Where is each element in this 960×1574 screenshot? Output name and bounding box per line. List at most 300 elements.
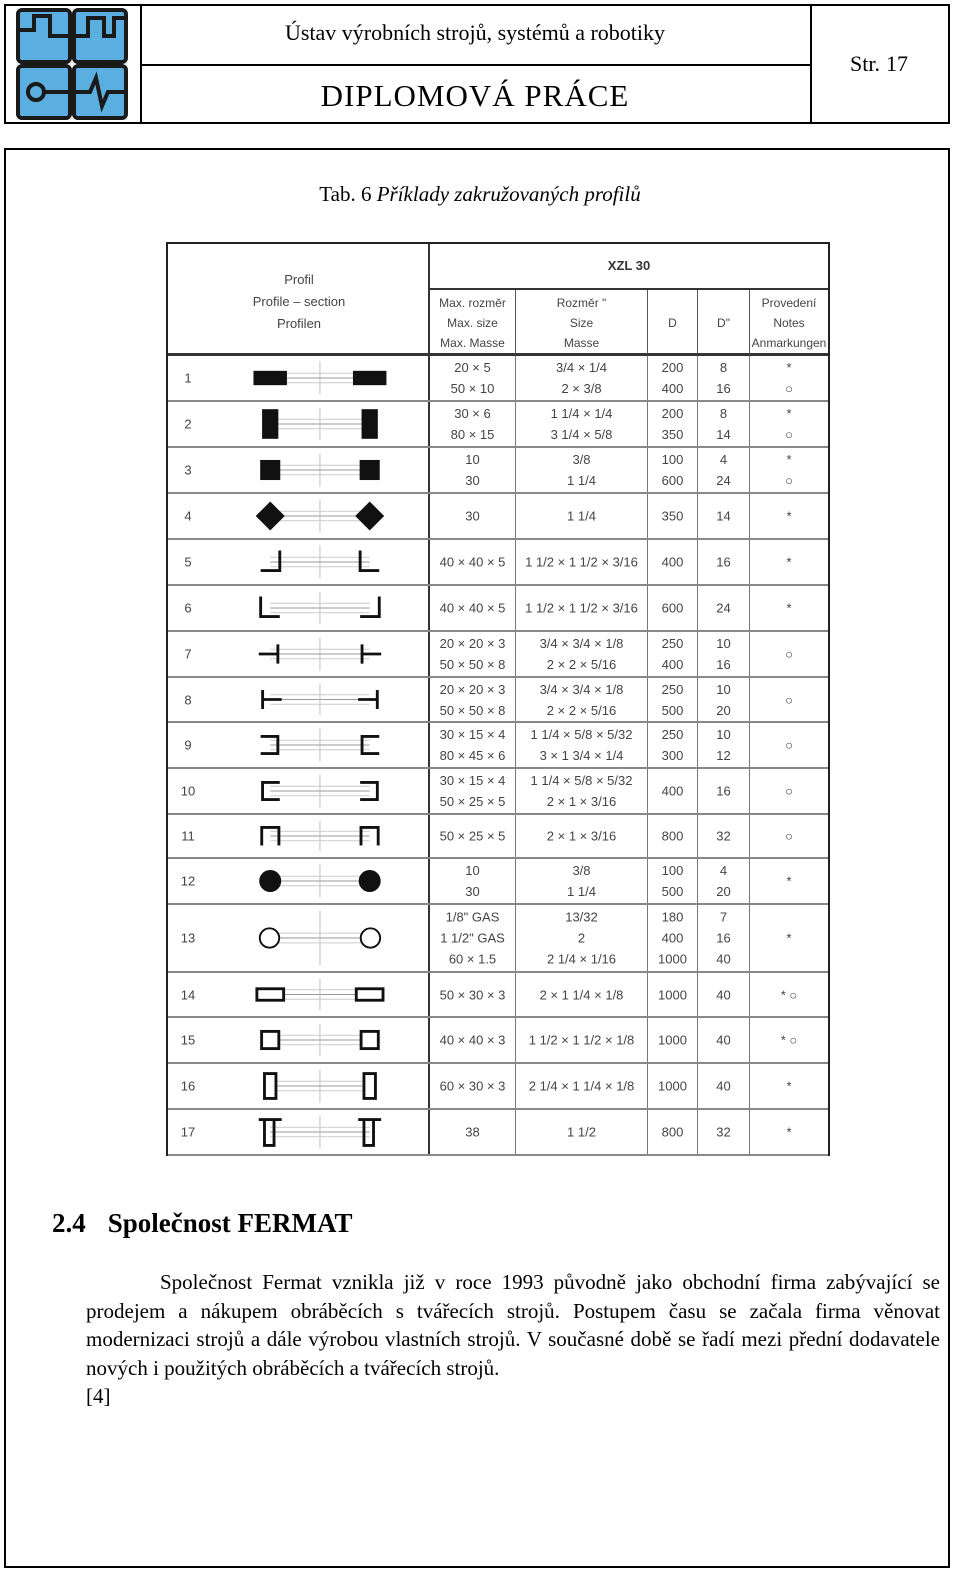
logo-graphic xyxy=(6,6,140,122)
d-value: 400 xyxy=(661,930,684,946)
max-size-cell xyxy=(430,448,516,492)
d-value: 300 xyxy=(661,748,684,763)
d-star-cell xyxy=(698,678,750,721)
size-cell xyxy=(516,859,648,903)
max-size-value: 80 × 15 xyxy=(450,427,495,442)
d-cell xyxy=(648,905,698,971)
table-row xyxy=(168,859,828,905)
notes-value: * xyxy=(786,1124,792,1140)
size-cell xyxy=(516,769,648,813)
profile-header-en: Profile – section xyxy=(252,294,346,309)
machine-group-header: XZL 30 xyxy=(430,244,828,290)
profile-drawing xyxy=(208,1110,430,1154)
max-size-header-cz: Max. rozměr xyxy=(439,296,506,310)
d-value: 500 xyxy=(661,884,684,899)
d-value: 200 xyxy=(661,360,684,375)
row-number: 1 xyxy=(184,370,192,386)
row-number: 7 xyxy=(184,646,192,662)
max-size-header-de: Max. Masse xyxy=(440,336,505,350)
tee-out-profile-icon xyxy=(358,690,377,709)
institute-name: Ústav výrobních strojů, systémů a robotiky xyxy=(284,20,666,45)
size-header-en: Size xyxy=(569,316,594,330)
notes-value: * xyxy=(786,406,792,421)
notes-value: * xyxy=(786,600,792,616)
size-cell xyxy=(516,973,648,1016)
max-size-value: 38 xyxy=(465,1124,480,1140)
notes-value: * xyxy=(786,452,792,467)
notes-value: ○ xyxy=(785,737,793,753)
angle-out-profile-icon xyxy=(360,597,379,617)
row-number: 17 xyxy=(180,1124,196,1140)
table-row xyxy=(168,632,828,678)
profile-drawing xyxy=(208,723,430,767)
max-size-cell xyxy=(430,973,516,1016)
d-cell xyxy=(648,632,698,676)
max-size-cell xyxy=(430,540,516,584)
profile-shape-cell xyxy=(208,815,430,857)
d-star-cell xyxy=(698,815,750,857)
rect-tube-edge-profile-icon xyxy=(364,1074,375,1099)
d-star-cell xyxy=(698,859,750,903)
d-value: 100 xyxy=(661,863,684,878)
max-size-cell xyxy=(430,1064,516,1108)
flat-bar-profile-icon xyxy=(255,372,286,383)
row-number: 13 xyxy=(180,930,196,946)
profile-shape-cell xyxy=(208,973,430,1016)
size-value: 2 xyxy=(577,930,586,946)
flat-bar-edge-profile-icon xyxy=(264,411,277,438)
d-value: 350 xyxy=(661,427,684,442)
row-number: 15 xyxy=(180,1032,196,1048)
flat-bar-edge-profile-icon xyxy=(363,411,376,438)
row-number-cell xyxy=(168,815,208,857)
notes-value: ○ xyxy=(785,473,793,488)
size-value: 3/4 × 3/4 × 1/8 xyxy=(539,681,624,697)
row-number-cell xyxy=(168,356,208,400)
d-star-value: 40 xyxy=(716,1032,731,1048)
reference: [4] xyxy=(86,1384,111,1408)
notes-cell xyxy=(750,632,828,676)
d-value: 1000 xyxy=(658,951,687,967)
size-value: 3/4 × 3/4 × 1/8 xyxy=(539,636,624,651)
size-value: 3/8 xyxy=(572,863,591,878)
d-star-cell xyxy=(698,1018,750,1062)
row-number-cell xyxy=(168,494,208,538)
max-size-value: 30 × 15 × 4 xyxy=(439,773,506,788)
d-star-cell xyxy=(698,632,750,676)
size-value: 3 1/4 × 5/8 xyxy=(550,427,613,442)
size-value: 13/32 xyxy=(565,909,598,925)
notes-header-en: Notes xyxy=(773,316,805,330)
max-size-value: 80 × 45 × 6 xyxy=(439,748,506,763)
max-size-value: 20 × 20 × 3 xyxy=(439,636,506,651)
d-cell xyxy=(648,723,698,767)
size-value: 2 × 1 × 3/16 xyxy=(546,794,617,809)
profile-drawing xyxy=(208,448,430,492)
size-value: 2 × 3/8 xyxy=(561,381,602,396)
d-star-value: 12 xyxy=(716,748,731,763)
row-number-cell xyxy=(168,678,208,721)
d-value: 350 xyxy=(661,508,684,524)
d-star-value: 24 xyxy=(716,473,731,488)
rect-tube-edge-profile-icon xyxy=(264,1074,275,1099)
square-tube-profile-icon xyxy=(262,1031,279,1048)
size-cell xyxy=(516,402,648,446)
channel-down-profile-icon xyxy=(361,827,378,845)
notes-cell xyxy=(750,769,828,813)
d-star-value: 7 xyxy=(719,909,728,925)
max-size-value: 30 xyxy=(465,473,480,488)
angle-in-profile-icon xyxy=(360,551,379,571)
size-value: 2 × 2 × 5/16 xyxy=(546,657,617,672)
size-cell xyxy=(516,448,648,492)
d-value: 800 xyxy=(661,1124,684,1140)
round-bar-profile-icon xyxy=(261,871,280,890)
profile-drawing xyxy=(208,973,430,1016)
row-number: 9 xyxy=(184,737,192,753)
section-title: Společnost FERMAT xyxy=(107,1208,353,1238)
d-value: 1000 xyxy=(658,1032,687,1048)
notes-value: * ○ xyxy=(780,1032,798,1048)
row-number-cell xyxy=(168,859,208,903)
square-bar-profile-icon xyxy=(361,461,378,478)
d-star-cell xyxy=(698,905,750,971)
notes-value: * xyxy=(786,360,792,375)
profile-drawing xyxy=(208,632,430,676)
row-number: 10 xyxy=(180,783,196,799)
notes-cell xyxy=(750,859,828,903)
d-star-cell xyxy=(698,769,750,813)
tube-profile-icon xyxy=(260,928,279,947)
profile-header-cz: Profil xyxy=(284,272,314,287)
size-cell xyxy=(516,723,648,767)
flat-bar-profile-icon xyxy=(354,372,385,383)
max-size-value: 20 × 5 xyxy=(454,360,491,375)
notes-value: ○ xyxy=(785,783,793,799)
d-value: 400 xyxy=(661,554,684,570)
row-number-cell xyxy=(168,905,208,971)
profile-shape-cell xyxy=(208,540,430,584)
max-size-value: 30 xyxy=(465,508,480,524)
profile-shape-cell xyxy=(208,678,430,721)
max-size-value: 60 × 30 × 3 xyxy=(439,1078,506,1094)
d-star-cell xyxy=(698,356,750,400)
notes-cell xyxy=(750,905,828,971)
d-star-cell xyxy=(698,586,750,630)
max-size-value: 50 × 25 × 5 xyxy=(439,794,506,809)
table-row xyxy=(168,973,828,1018)
notes-cell xyxy=(750,448,828,492)
row-number: 2 xyxy=(184,416,192,432)
d-cell xyxy=(648,1110,698,1154)
size-value: 2 × 1 × 3/16 xyxy=(546,828,617,844)
d-cell xyxy=(648,769,698,813)
angle-out-profile-icon xyxy=(261,597,280,617)
max-size-cell xyxy=(430,905,516,971)
profile-shape-cell xyxy=(208,1018,430,1062)
d-star-value: 16 xyxy=(716,554,731,570)
notes-cell xyxy=(750,678,828,721)
max-size-cell xyxy=(430,1018,516,1062)
d-star-value: 20 xyxy=(716,702,731,718)
size-cell xyxy=(516,356,648,400)
notes-value: * ○ xyxy=(780,987,798,1002)
size-value: 1 1/4 × 5/8 × 5/32 xyxy=(530,727,633,742)
profile-header-de: Profilen xyxy=(276,316,322,331)
d-star-value: 14 xyxy=(716,427,731,442)
i-beam-profile-icon xyxy=(358,1120,381,1146)
d-star-value: 16 xyxy=(716,657,731,672)
page-number: 17 xyxy=(885,51,908,76)
max-size-cell xyxy=(430,494,516,538)
profile-drawing xyxy=(208,769,430,813)
page-header xyxy=(4,4,950,124)
size-cell xyxy=(516,1018,648,1062)
size-value: 2 1/4 × 1 1/4 × 1/8 xyxy=(528,1078,635,1094)
institute-logo xyxy=(6,6,142,122)
d-cell xyxy=(648,1018,698,1062)
d-value: 100 xyxy=(661,452,684,467)
tee-out-profile-icon xyxy=(263,690,282,709)
header-center xyxy=(140,6,812,122)
row-number-cell xyxy=(168,540,208,584)
d-cell xyxy=(648,859,698,903)
d-cell xyxy=(648,678,698,721)
notes-cell xyxy=(750,356,828,400)
max-size-cell xyxy=(430,586,516,630)
notes-cell xyxy=(750,815,828,857)
max-size-cell xyxy=(430,678,516,721)
d-star-value: 16 xyxy=(716,783,731,799)
table-row xyxy=(168,769,828,815)
profile-shape-cell xyxy=(208,448,430,492)
rect-tube-flat-profile-icon xyxy=(356,989,383,1000)
tee-in-profile-icon xyxy=(259,644,278,663)
d-star-cell xyxy=(698,448,750,492)
size-cell xyxy=(516,1110,648,1154)
d-star-value: 14 xyxy=(716,508,731,524)
table-row xyxy=(168,586,828,632)
profile-shape-cell xyxy=(208,494,430,538)
d-star-cell xyxy=(698,402,750,446)
profiles-table xyxy=(166,242,830,1156)
profile-drawing xyxy=(208,859,430,903)
profile-shape-cell xyxy=(208,905,430,971)
max-size-cell xyxy=(430,402,516,446)
notes-header-cz: Provedení xyxy=(761,296,817,310)
page-label: Str. xyxy=(850,51,880,76)
profile-shape-cell xyxy=(208,769,430,813)
diamond-bar-profile-icon xyxy=(357,504,382,529)
profile-drawing xyxy=(208,356,430,400)
max-size-value: 10 xyxy=(465,452,480,467)
profile-shape-cell xyxy=(208,859,430,903)
max-size-value: 30 xyxy=(465,884,480,899)
d-value: 180 xyxy=(661,909,684,925)
profile-drawing xyxy=(208,402,430,446)
size-header xyxy=(516,290,648,356)
d-cell xyxy=(648,402,698,446)
profile-drawing xyxy=(208,494,430,538)
notes-value: * xyxy=(786,508,792,524)
notes-header-de: Anmarkungen xyxy=(751,336,827,350)
table-row xyxy=(168,1018,828,1064)
size-value: 2 1/4 × 1/16 xyxy=(546,951,617,967)
table-row xyxy=(168,540,828,586)
max-size-value: 40 × 40 × 5 xyxy=(439,600,506,616)
header-divider xyxy=(140,64,810,66)
size-value: 1 1/2 × 1 1/2 × 3/16 xyxy=(525,554,638,570)
d-star-value: 40 xyxy=(716,1078,731,1094)
d-star-value: 8 xyxy=(719,406,728,421)
section-heading xyxy=(52,1208,353,1239)
d-cell xyxy=(648,494,698,538)
size-value: 1 1/4 xyxy=(567,884,596,899)
max-size-header-en: Max. size xyxy=(447,316,498,330)
max-size-value: 50 × 10 xyxy=(450,381,495,396)
i-beam-profile-icon xyxy=(259,1120,282,1146)
notes-cell xyxy=(750,1064,828,1108)
size-cell xyxy=(516,678,648,721)
table-caption xyxy=(0,182,960,207)
table-row xyxy=(168,356,828,402)
d-value: 600 xyxy=(661,473,684,488)
row-number: 5 xyxy=(184,554,192,570)
size-cell xyxy=(516,632,648,676)
size-cell xyxy=(516,905,648,971)
profile-drawing xyxy=(208,678,430,721)
d-star-cell xyxy=(698,1064,750,1108)
size-value: 2 × 1 1/4 × 1/8 xyxy=(539,987,624,1002)
d-header xyxy=(648,290,698,356)
d-value: 400 xyxy=(661,783,684,799)
profile-shape-cell xyxy=(208,402,430,446)
row-number: 11 xyxy=(181,828,195,844)
max-size-cell xyxy=(430,632,516,676)
size-value: 1 1/2 xyxy=(567,1124,596,1140)
notes-cell xyxy=(750,586,828,630)
table-row xyxy=(168,1110,828,1156)
square-tube-profile-icon xyxy=(361,1031,378,1048)
d-cell xyxy=(648,973,698,1016)
profile-shape-cell xyxy=(208,632,430,676)
profile-shape-cell xyxy=(208,586,430,630)
row-number: 6 xyxy=(184,600,192,616)
size-header-de: Masse xyxy=(563,336,600,350)
d-value: 800 xyxy=(661,828,684,844)
table-row xyxy=(168,678,828,723)
d-star-header xyxy=(698,290,750,356)
row-number-cell xyxy=(168,1110,208,1154)
section-number: 2.4 xyxy=(52,1208,86,1238)
d-star-value: 10 xyxy=(716,681,731,697)
channel-down-profile-icon xyxy=(262,827,279,845)
max-size-cell xyxy=(430,769,516,813)
d-cell xyxy=(648,1064,698,1108)
notes-cell xyxy=(750,540,828,584)
d-star-cell xyxy=(698,1110,750,1154)
tee-in-profile-icon xyxy=(362,644,381,663)
caption-prefix: Tab. 6 xyxy=(319,182,372,206)
notes-cell xyxy=(750,973,828,1016)
d-cell xyxy=(648,815,698,857)
d-value: 250 xyxy=(661,681,684,697)
row-number: 3 xyxy=(184,462,192,478)
max-size-value: 10 xyxy=(465,863,480,878)
d-star-value: 10 xyxy=(716,636,731,651)
d-header-label: D xyxy=(668,316,677,330)
notes-value: * xyxy=(786,554,792,570)
max-size-cell xyxy=(430,815,516,857)
max-size-value: 50 × 30 × 3 xyxy=(439,987,506,1002)
size-value: 3 × 1 3/4 × 1/4 xyxy=(539,748,624,763)
notes-value: ○ xyxy=(785,692,793,707)
d-star-value: 20 xyxy=(716,884,731,899)
notes-value: ○ xyxy=(785,381,793,396)
notes-value: * xyxy=(786,1078,792,1094)
max-size-cell xyxy=(430,1110,516,1154)
d-star-cell xyxy=(698,973,750,1016)
max-size-value: 1/8" GAS xyxy=(445,909,500,925)
row-number-cell xyxy=(168,586,208,630)
max-size-value: 50 × 50 × 8 xyxy=(439,657,506,672)
size-value: 1 1/4 xyxy=(567,508,596,524)
d-star-cell xyxy=(698,723,750,767)
profile-drawing xyxy=(208,815,430,857)
row-number: 12 xyxy=(180,873,196,889)
d-star-value: 4 xyxy=(719,452,728,467)
profile-drawing xyxy=(208,1064,430,1108)
d-value: 250 xyxy=(661,636,684,651)
angle-in-profile-icon xyxy=(261,551,280,571)
table-row xyxy=(168,905,828,973)
notes-value: ○ xyxy=(785,427,793,442)
max-size-cell xyxy=(430,723,516,767)
size-cell xyxy=(516,1064,648,1108)
d-star-value: 24 xyxy=(716,600,731,616)
d-cell xyxy=(648,448,698,492)
size-value: 3/8 xyxy=(572,452,591,467)
section-paragraph xyxy=(86,1268,940,1411)
notes-cell xyxy=(750,402,828,446)
notes-cell xyxy=(750,1110,828,1154)
notes-cell xyxy=(750,494,828,538)
d-star-value: 4 xyxy=(719,863,728,878)
d-star-value: 32 xyxy=(716,1124,731,1140)
max-size-value: 50 × 25 × 5 xyxy=(439,828,506,844)
d-star-value: 32 xyxy=(716,828,731,844)
max-size-value: 20 × 20 × 3 xyxy=(439,681,506,697)
d-star-value: 16 xyxy=(716,381,731,396)
caption-title: Příklady zakružovaných profilů xyxy=(376,182,641,206)
size-value: 2 × 2 × 5/16 xyxy=(546,702,617,718)
d-cell xyxy=(648,356,698,400)
d-value: 500 xyxy=(661,702,684,718)
row-number: 4 xyxy=(184,508,192,524)
profile-shape-cell xyxy=(208,723,430,767)
profile-drawing xyxy=(208,540,430,584)
size-value: 1 1/2 × 1 1/2 × 3/16 xyxy=(525,600,638,616)
size-cell xyxy=(516,494,648,538)
size-value: 1 1/4 × 1/4 xyxy=(550,406,613,421)
d-star-cell xyxy=(698,494,750,538)
max-size-cell xyxy=(430,859,516,903)
row-number-cell xyxy=(168,769,208,813)
max-size-value: 1 1/2" GAS xyxy=(440,930,505,946)
d-value: 600 xyxy=(661,600,684,616)
profile-drawing xyxy=(208,586,430,630)
profile-shape-cell xyxy=(208,1110,430,1154)
